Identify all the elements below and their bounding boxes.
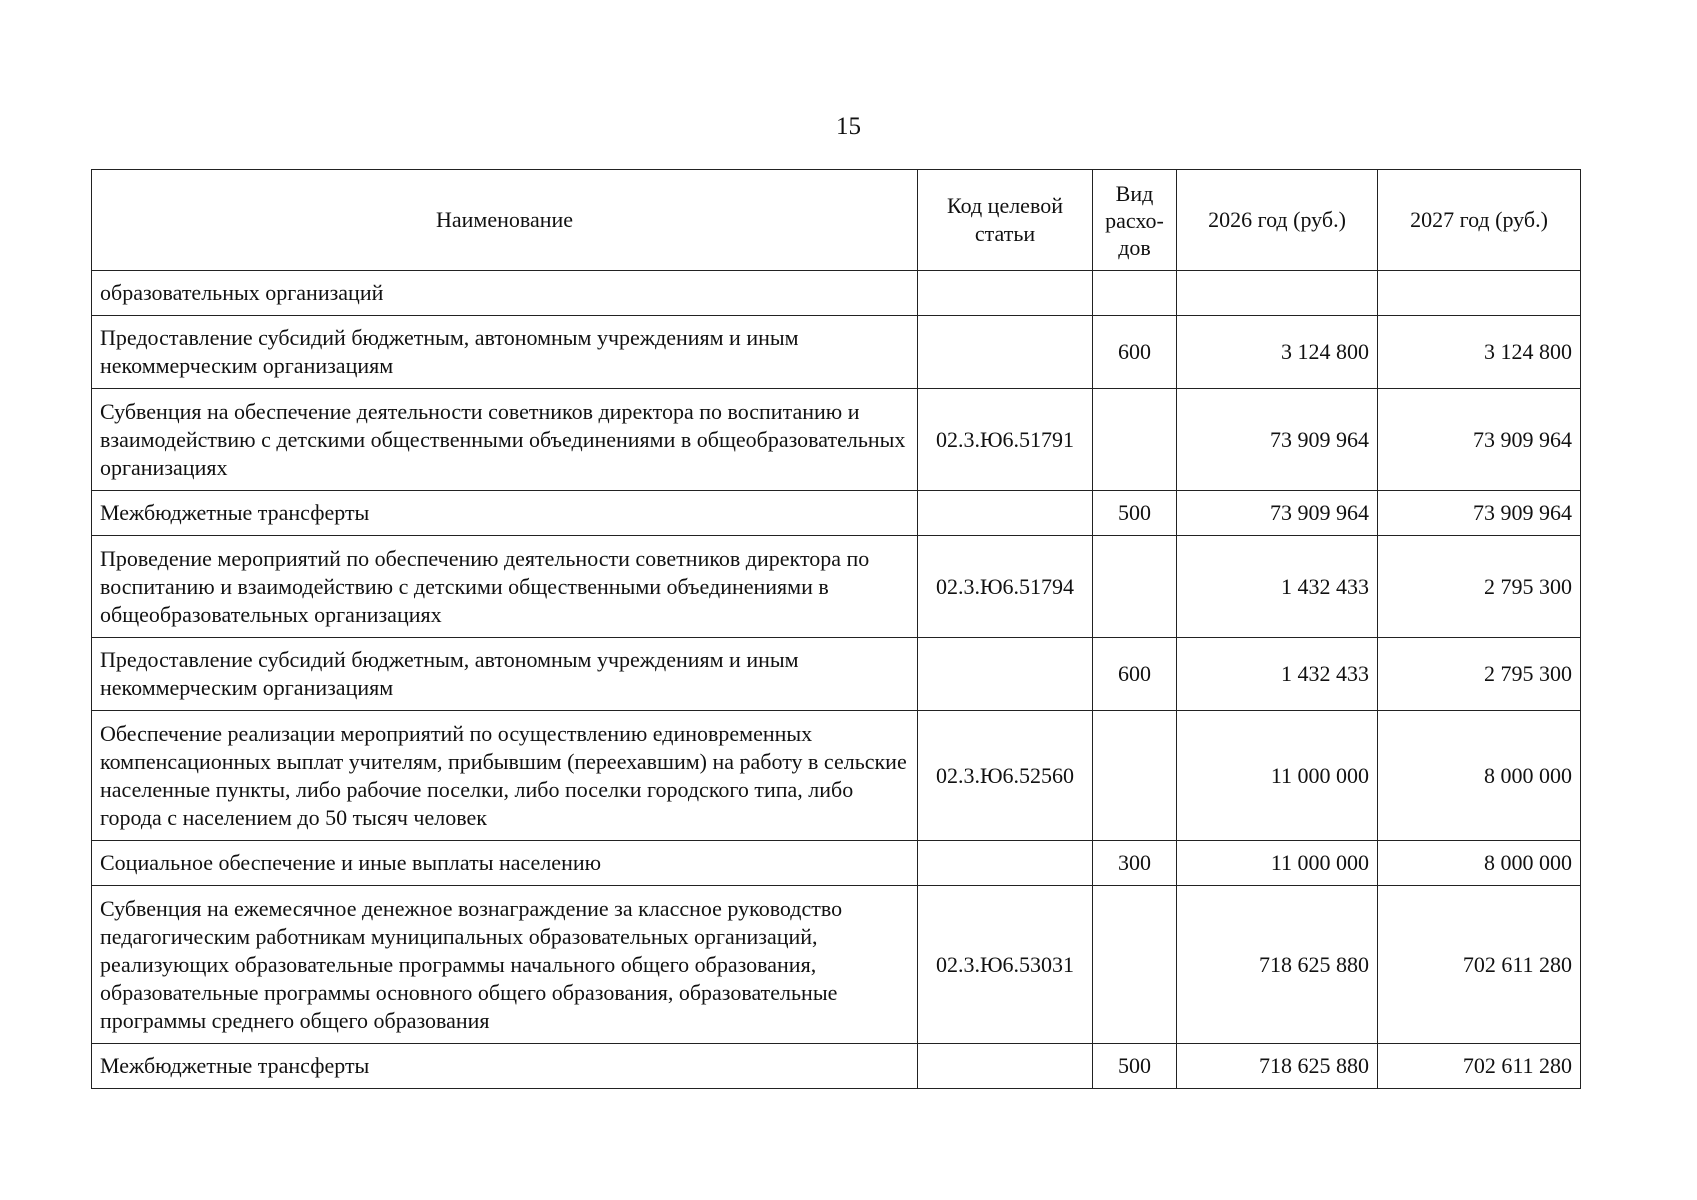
row-code	[918, 271, 1093, 316]
row-code: 02.3.Ю6.53031	[918, 886, 1093, 1044]
row-amount-2027: 8 000 000	[1378, 841, 1581, 886]
row-name: Обеспечение реализации мероприятий по осуществлению единовременных компенсационных выплат учителям, прибывшим (переехавшим) на работу в сельские населенные пункты, либо рабочие поселки, либо поселки городского типа, либо города с населением до 50 тысяч человек	[92, 711, 918, 841]
row-amount-2027	[1378, 271, 1581, 316]
row-name: Субвенция на ежемесячное денежное вознаграждение за классное руководство педагогическим работникам муниципальных образовательных организаций, реализующих образовательные программы начального общего образования, образовательные программы основного общего образования, образовательные программы среднего общего образования	[92, 886, 918, 1044]
row-amount-2027: 3 124 800	[1378, 316, 1581, 389]
row-expense-type: 600	[1093, 316, 1177, 389]
header-code: Код целевой статьи	[918, 170, 1093, 271]
table-row	[92, 316, 1581, 389]
row-expense-type	[1093, 536, 1177, 638]
row-amount-2026: 3 124 800	[1177, 316, 1378, 389]
header-year-2026: 2026 год (руб.)	[1177, 170, 1378, 271]
row-expense-type: 600	[1093, 638, 1177, 711]
row-amount-2026: 73 909 964	[1177, 389, 1378, 491]
row-amount-2026: 1 432 433	[1177, 536, 1378, 638]
row-amount-2027: 702 611 280	[1378, 1044, 1581, 1089]
row-name: Межбюджетные трансферты	[92, 491, 918, 536]
row-name: Предоставление субсидий бюджетным, автономным учреждениям и иным некоммерческим организациям	[92, 638, 918, 711]
row-amount-2027: 2 795 300	[1378, 638, 1581, 711]
row-amount-2026: 718 625 880	[1177, 886, 1378, 1044]
row-code: 02.3.Ю6.51791	[918, 389, 1093, 491]
row-name: Межбюджетные трансферты	[92, 1044, 918, 1089]
row-expense-type	[1093, 389, 1177, 491]
header-name: Наименование	[92, 170, 918, 271]
row-amount-2026: 718 625 880	[1177, 1044, 1378, 1089]
table-row	[92, 271, 1581, 316]
table-row	[92, 491, 1581, 536]
header-expense-type: Вид расхо-дов	[1093, 170, 1177, 271]
row-expense-type: 300	[1093, 841, 1177, 886]
table-header-row	[92, 170, 1581, 271]
table-row	[92, 638, 1581, 711]
row-name: Предоставление субсидий бюджетным, автономным учреждениям и иным некоммерческим организациям	[92, 316, 918, 389]
row-amount-2026: 11 000 000	[1177, 711, 1378, 841]
table-row	[92, 711, 1581, 841]
row-expense-type: 500	[1093, 1044, 1177, 1089]
row-code: 02.3.Ю6.51794	[918, 536, 1093, 638]
row-code	[918, 316, 1093, 389]
table-row	[92, 886, 1581, 1044]
row-name: образовательных организаций	[92, 271, 918, 316]
budget-table	[91, 169, 1581, 1089]
row-amount-2027: 702 611 280	[1378, 886, 1581, 1044]
row-code	[918, 841, 1093, 886]
row-amount-2027: 73 909 964	[1378, 491, 1581, 536]
row-expense-type	[1093, 711, 1177, 841]
row-amount-2027: 2 795 300	[1378, 536, 1581, 638]
row-amount-2026: 1 432 433	[1177, 638, 1378, 711]
row-expense-type	[1093, 271, 1177, 316]
table-row	[92, 1044, 1581, 1089]
row-code	[918, 1044, 1093, 1089]
row-name: Субвенция на обеспечение деятельности советников директора по воспитанию и взаимодействию с детскими общественными объединениями в общеобразовательных организациях	[92, 389, 918, 491]
row-amount-2027: 8 000 000	[1378, 711, 1581, 841]
row-code: 02.3.Ю6.52560	[918, 711, 1093, 841]
row-expense-type	[1093, 886, 1177, 1044]
table-row	[92, 536, 1581, 638]
row-name: Социальное обеспечение и иные выплаты населению	[92, 841, 918, 886]
row-amount-2026	[1177, 271, 1378, 316]
table-row	[92, 389, 1581, 491]
row-amount-2026: 73 909 964	[1177, 491, 1378, 536]
table-row	[92, 841, 1581, 886]
header-year-2027: 2027 год (руб.)	[1378, 170, 1581, 271]
row-amount-2027: 73 909 964	[1378, 389, 1581, 491]
page-number: 15	[836, 113, 861, 140]
row-code	[918, 638, 1093, 711]
row-expense-type: 500	[1093, 491, 1177, 536]
row-name: Проведение мероприятий по обеспечению деятельности советников директора по воспитанию и взаимодействию с детскими общественными объединениями в общеобразовательных организациях	[92, 536, 918, 638]
row-amount-2026: 11 000 000	[1177, 841, 1378, 886]
row-code	[918, 491, 1093, 536]
